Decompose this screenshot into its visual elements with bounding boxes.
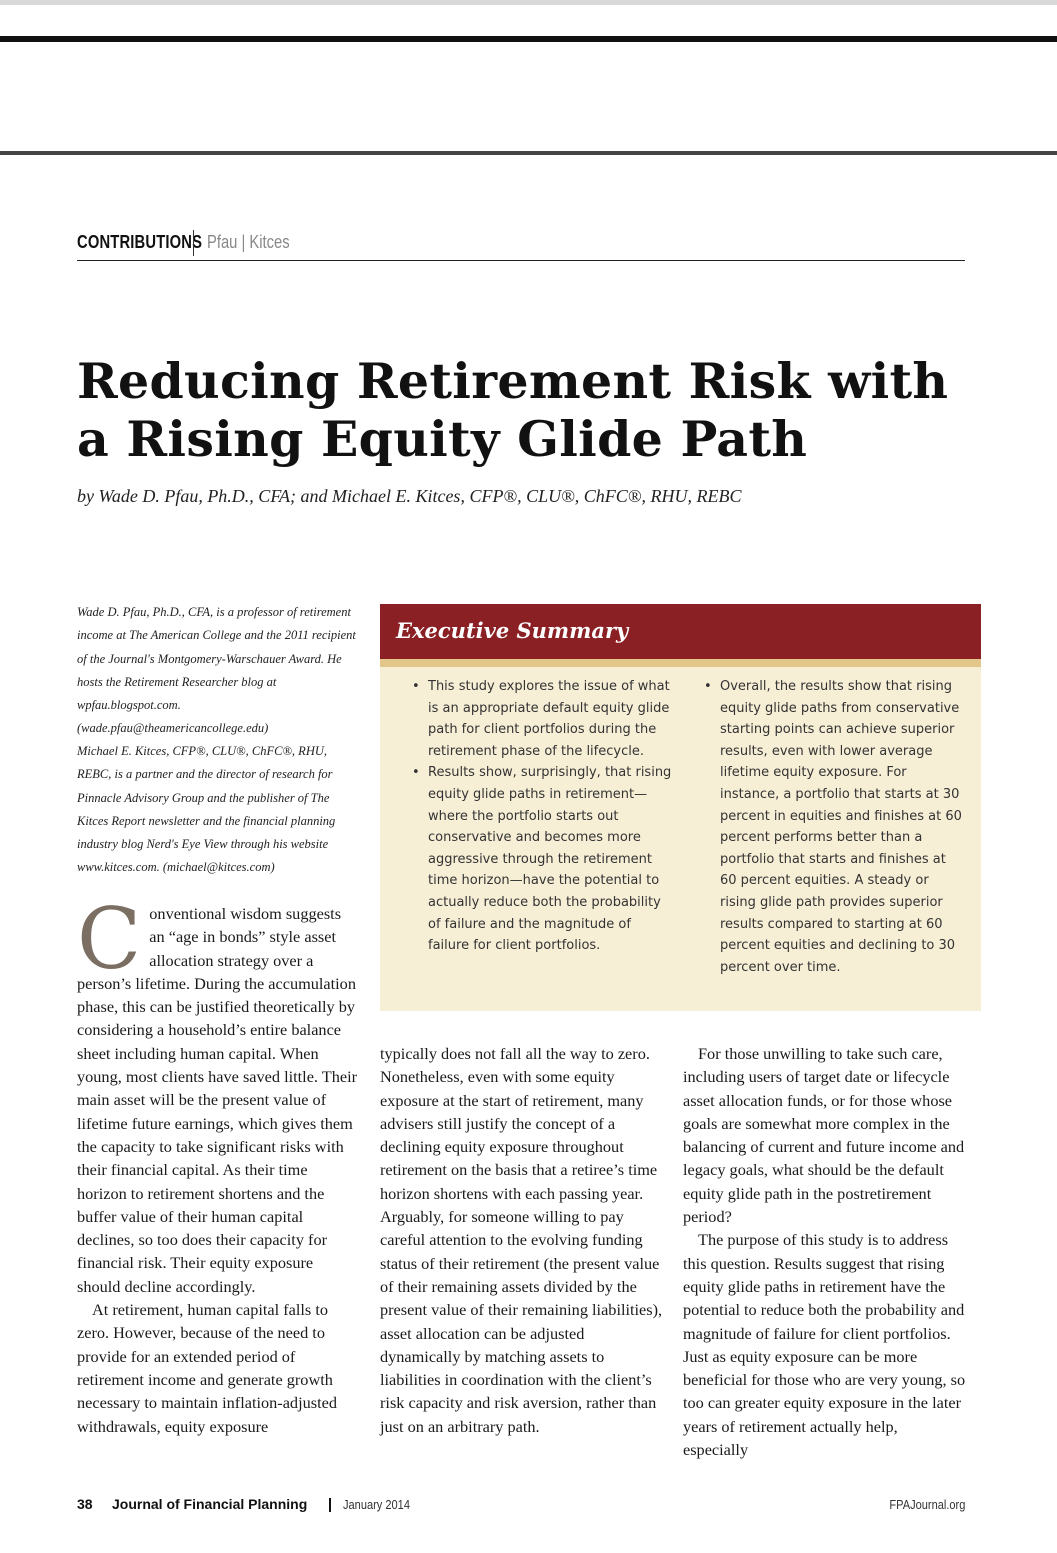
body-paragraph: At retirement, human capital falls to zero. However, because of the need to provide for an extended period of retirement income and generate growth necessary to maintain inflation-adjusted withdrawals, equity exposure <box>77 1300 337 1436</box>
paragraph-text: onventional wisdom suggests an “age in bonds” style asset allocation strategy over a person’s lifetime. During the accumulation phase, this can be justified theoretically by considering a household’s entire balance sheet including human capital. When young, most clients have saved little. Their main asset will be the present value of lifetime future earnings, which gives them the capacity to take significant risks with their financial capital. As their time horizon to retirement shortens and the buffer value of their human capital declines, so too does their capacity for financial risk. Their equity exposure should decline accordingly. <box>77 904 358 1296</box>
drop-cap: C <box>77 890 142 988</box>
summary-bullet: • This study explores the issue of what is an appropriate default equity glide path for client portfolios during the retirement phase of the lifecycle. <box>410 676 672 762</box>
summary-bullet: • Results show, surprisingly, that rising equity glide paths in retirement—where the portfolio starts out conservative and becomes more aggressive through the retirement time horizon—have the potential to actually reduce both the probability of failure and the magnitude of failure for client portfolios. <box>410 762 672 956</box>
executive-summary-left-column <box>410 676 672 957</box>
body-column-1 <box>77 890 360 1438</box>
issue-date: January 2014 <box>343 1497 410 1512</box>
body-paragraph: The purpose of this study is to address this question. Results suggest that rising equity glide paths in retirement have the potential to reduce both the probability and magnitude of failure for client portfolios. Just as equity exposure can be more beneficial for those who are very young, so too can greater equity exposure in the later years of retirement actually help, especially <box>683 1230 966 1460</box>
author-bio-kitces: Michael E. Kitces, CFP®, CLU®, ChFC®, RHU, REBC, is a partner and the director of research for Pinnacle Advisory Group and the publisher of The Kitces Report newsletter and the financial planning industry blog Nerd's Eye View through his website www.kitces.com. (michael@kitces.com) <box>77 744 336 875</box>
page-number: 38 <box>77 1496 93 1512</box>
body-column-3 <box>683 1042 966 1461</box>
executive-summary-title: Executive Summary <box>396 618 629 643</box>
summary-bullet: • Overall, the results show that rising equity glide paths from conservative starting points can achieve superior results, even with lower average lifetime equity exposure. For instance, a portfolio that starts at 30 percent in equities and finishes at 60 percent performs better than a portfolio that starts and finishes at 60 percent equities. A steady or rising glide path provides superior results compared to starting at 60 percent equities and declining to 30 percent over time. <box>702 676 962 978</box>
section-label: CONTRIBUTIONS <box>77 232 203 252</box>
body-paragraph: For those unwilling to take such care, including users of target date or lifecycle asset allocation funds, or for those whose goals are somewhat more complex in the balancing of current and future income and legacy goals, what should be the default equity glide path in the postretirement period? <box>683 1044 965 1227</box>
page-footer <box>77 1496 965 1518</box>
author-bio-pfau: Wade D. Pfau, Ph.D., CFA, is a professor of retirement income at The American College and the 2011 recipient of the Journal's Montgomery-Warschauer Award. He hosts the Retirement Researcher blog at wpfau.blogspot.com. (wade.pfau@theamericancollege.edu) <box>77 605 356 736</box>
executive-summary-right-column <box>702 676 962 978</box>
section-authors: Pfau | Kitces <box>207 232 290 252</box>
body-column-2 <box>380 1042 663 1438</box>
footer-divider <box>329 1498 331 1512</box>
top-edge-rule <box>0 0 1057 5</box>
section-divider <box>193 230 194 256</box>
article-title: Reducing Retirement Risk with a Rising Equity Glide Path <box>77 352 949 468</box>
header-thick-rule <box>0 36 1057 42</box>
header-rule <box>0 151 1057 155</box>
journal-name: Journal of Financial Planning <box>112 1496 308 1512</box>
section-header <box>77 230 965 261</box>
executive-summary-box <box>380 604 981 1011</box>
body-paragraph <box>77 890 360 1298</box>
journal-website: FPAJournal.org <box>889 1497 965 1512</box>
body-paragraph: typically does not fall all the way to zero. Nonetheless, even with some equity exposure at the start of retirement, many advisers still justify the concept of a declining equity exposure throughout retirement on the basis that a retiree’s time horizon shortens with each passing year. Arguably, for someone willing to pay careful attention to the evolving funding status of their retirement (the present value of their remaining assets divided by the present value of their remaining liabilities), asset allocation can be adjusted dynamically by matching assets to liabilities in coordination with the client’s risk capacity and risk aversion, rather than just on an arbitrary path. <box>380 1044 663 1436</box>
executive-summary-header <box>380 604 981 667</box>
article-byline: by Wade D. Pfau, Ph.D., CFA; and Michael E. Kitces, CFP®, CLU®, ChFC®, RHU, REBC <box>77 486 742 506</box>
